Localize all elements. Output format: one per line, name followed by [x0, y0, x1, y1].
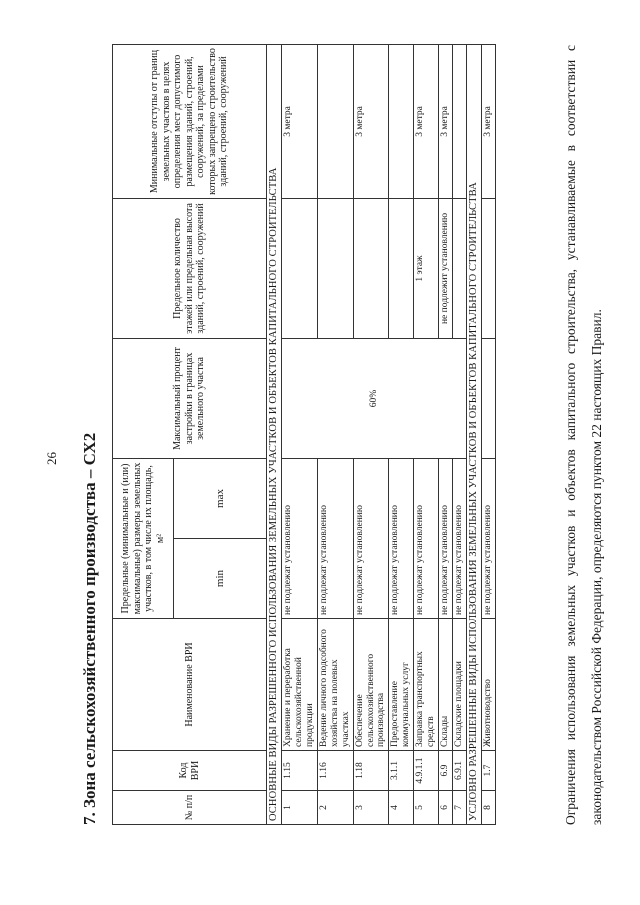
header-size: Предельные (минимальные и (или) максимальные) размеры земельных участков, в том числе их площадь, м²: [113, 458, 174, 618]
row-percent: [481, 338, 495, 458]
row-code: 1.16: [317, 751, 353, 791]
row-code: 3.1.1: [389, 751, 414, 791]
row-name: Заправка транспортных средств: [414, 619, 439, 751]
row-size: не подлежат установлению: [353, 458, 389, 618]
row-code: 1.15: [282, 751, 318, 791]
row-floors: [481, 198, 495, 338]
header-setback: Минимальные отступы от границ земельных участков в целях определения мест допустимого размещения зданий, строений, сооружений, за пределами которых запрещено строительство зданий, строений, сооружений: [113, 44, 267, 198]
header-code: Код ВРИ: [113, 751, 267, 791]
row-setback: 3 метра: [439, 44, 453, 198]
row-num: 7: [452, 791, 466, 825]
row-size: не подлежат установлению: [452, 458, 466, 618]
row-floors: [452, 198, 466, 338]
header-num: № п/п: [113, 791, 267, 825]
regulations-table: [112, 44, 496, 825]
section-cond-row: [466, 44, 481, 824]
row-floors: [317, 198, 353, 338]
header-max: max: [174, 458, 267, 538]
row-name: Склады: [439, 619, 453, 751]
section-main-title: ОСНОВНЫЕ ВИДЫ РАЗРЕШЕННОГО ИСПОЛЬЗОВАНИЯ ЗЕМЕЛЬНЫХ УЧАСТКОВ И ОБЪЕКТОВ КАПИТАЛЬНОГО СТРОИТЕЛЬСТВА: [267, 44, 282, 824]
section-main-row: [267, 44, 282, 824]
row-name: Складские площадки: [452, 619, 466, 751]
row-floors: [389, 198, 414, 338]
row-setback: [452, 44, 466, 198]
row-floors: 1 этаж: [414, 198, 439, 338]
header-row: [113, 44, 174, 824]
row-size: не подлежат установлению: [389, 458, 414, 618]
row-code: 6.9.1: [452, 751, 466, 791]
row-floors: [282, 198, 318, 338]
row-num: 1: [282, 791, 318, 825]
header-min: min: [174, 539, 267, 619]
row-code: 1.7: [481, 751, 495, 791]
row-code: 4.9.1.1: [414, 751, 439, 791]
header-name: Наименование ВРИ: [113, 619, 267, 751]
header-percent: Максимальный процент застройки в границах земельного участка: [113, 338, 267, 458]
row-size: не подлежат установлению: [317, 458, 353, 618]
row-name: Предоставление коммунальных услуг: [389, 619, 414, 751]
table-row: [481, 44, 495, 824]
row-num: 8: [481, 791, 495, 825]
row-num: 2: [317, 791, 353, 825]
row-num: 5: [414, 791, 439, 825]
row-setback: [317, 44, 353, 198]
row-name: Хранение и переработка сельскохозяйственной продукции: [282, 619, 318, 751]
header-floors: Предельное количество этажей или предельная высота зданий, строений, сооружений: [113, 198, 267, 338]
row-setback: 3 метра: [282, 44, 318, 198]
row-code: 1.18: [353, 751, 389, 791]
row-name: Ведение личного подсобного хозяйства на полевых участках: [317, 619, 353, 751]
table-row: [282, 44, 318, 824]
row-setback: 3 метра: [481, 44, 495, 198]
section-cond-title: УСЛОВНО РАЗРЕШЕННЫЕ ВИДЫ ИСПОЛЬЗОВАНИЯ ЗЕМЕЛЬНЫХ УЧАСТКОВ И ОБЪЕКТОВ КАПИТАЛЬНОГО СТРОИТЕЛЬСТВА: [466, 44, 481, 824]
row-num: 4: [389, 791, 414, 825]
row-name: Животноводство: [481, 619, 495, 751]
page-title: 7. Зона сельскохозяйственного производства – СХ2: [80, 432, 99, 825]
row-num: 6: [439, 791, 453, 825]
row-floors: [353, 198, 389, 338]
page-number: 26: [44, 452, 59, 465]
row-setback: 3 метра: [353, 44, 389, 198]
row-floors: не подлежит установлению: [439, 198, 453, 338]
row-size: не подлежат установлению: [414, 458, 439, 618]
row-size: не подлежат установлению: [439, 458, 453, 618]
row-num: 3: [353, 791, 389, 825]
row-setback: 3 метра: [414, 44, 439, 198]
row-size: не подлежат установлению: [282, 458, 318, 618]
percent-cell: 60%: [282, 338, 467, 458]
row-name: Обеспечение сельскохозяйственного производства: [353, 619, 389, 751]
row-code: 6.9: [439, 751, 453, 791]
row-size: не подлежат установлению: [481, 458, 495, 618]
row-setback: [389, 44, 414, 198]
footer-paragraph: Ограничения использования земельных участков и объектов капитального строительства, устанавливаемые в соответствии с законодательством Российской Федерации, определяются пунктом 22 настоящих Правил.: [563, 45, 604, 825]
